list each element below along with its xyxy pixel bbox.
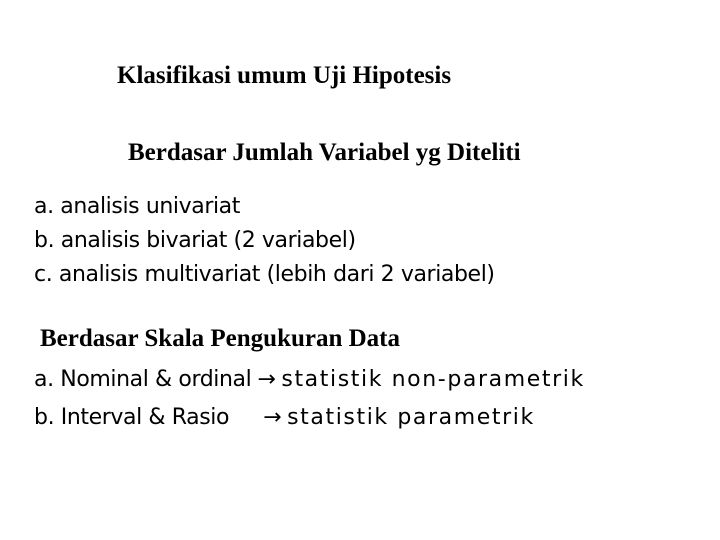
arrow-right-icon: → bbox=[257, 367, 276, 392]
page-title: Klasifikasi umum Uji Hipotesis bbox=[117, 62, 452, 89]
scale-result: statistik non-parametrik bbox=[281, 367, 585, 392]
scale-result: statistik parametrik bbox=[287, 405, 535, 430]
list-item bbox=[34, 361, 585, 399]
arrow-right-icon: → bbox=[263, 405, 282, 430]
list-item: c. analisis multivariat (lebih dari 2 variabel) bbox=[34, 262, 495, 287]
list-item: b. analisis bivariat (2 variabel) bbox=[34, 228, 356, 253]
list-item bbox=[34, 399, 585, 437]
section-heading-scale: Berdasar Skala Pengukuran Data bbox=[40, 325, 401, 352]
scale-label: a. Nominal & ordinal bbox=[34, 367, 252, 392]
scale-label: b. Interval & Rasio bbox=[34, 405, 230, 430]
variables-list bbox=[34, 190, 495, 292]
list-item: a. analisis univariat bbox=[34, 194, 240, 219]
section-heading-variables: Berdasar Jumlah Variabel yg Diteliti bbox=[128, 139, 521, 166]
scale-list bbox=[34, 361, 585, 437]
